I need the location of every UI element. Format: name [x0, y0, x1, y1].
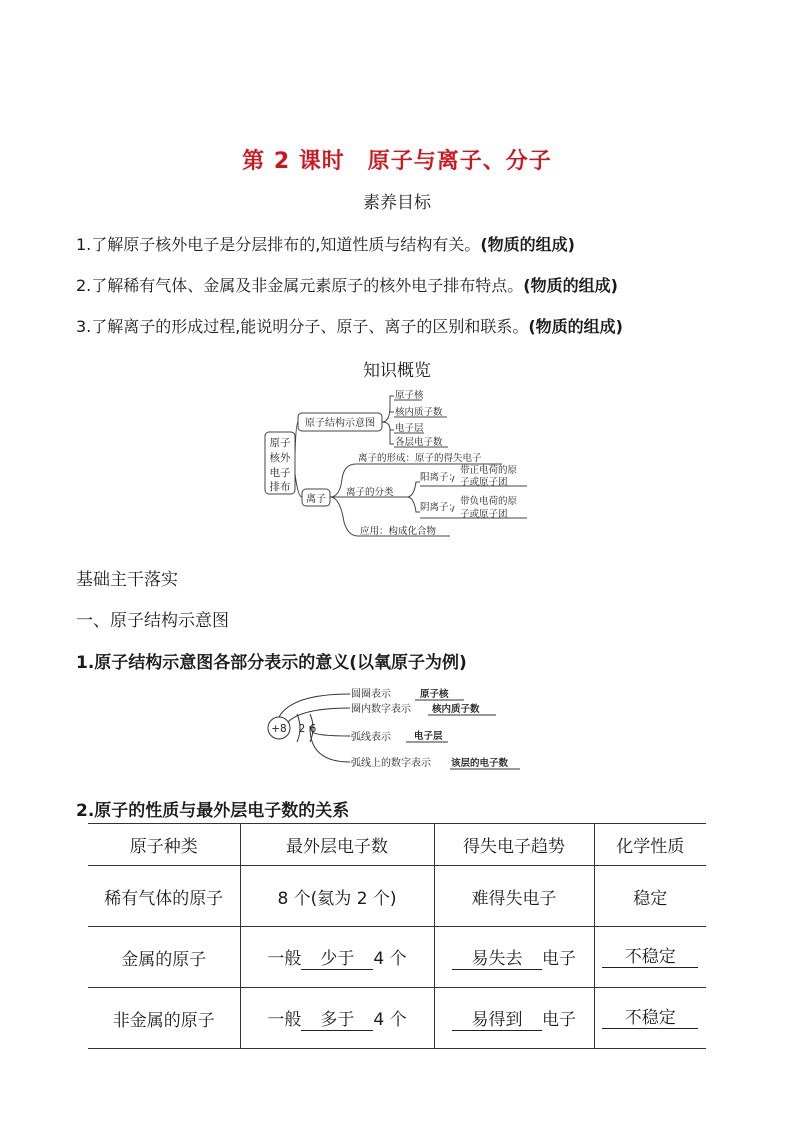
- goal-2: [76, 273, 618, 296]
- trend-blank: 易得到: [452, 1010, 542, 1031]
- count-prefix: 一般: [267, 949, 302, 969]
- count-blank: 少于: [301, 949, 373, 970]
- property-cell: [594, 988, 706, 1049]
- header-cell: 原子种类: [88, 824, 240, 866]
- trend-cell: 难得失电子: [434, 866, 594, 927]
- answer-circle: 原子核: [420, 689, 449, 700]
- trend-cell: [434, 927, 594, 988]
- goal-tag: (物质的组成): [480, 235, 575, 254]
- mindmap-cation-desc-1: 带正电荷的原: [460, 465, 518, 476]
- electron-count-cell: [240, 927, 434, 988]
- count-suffix: 4 个: [373, 949, 407, 969]
- shell2-count: 6: [309, 723, 317, 735]
- table-row: [88, 866, 706, 927]
- goal-text: 3.了解离子的形成过程,能说明分子、原子、离子的区别和联系。: [76, 317, 529, 336]
- goal-3: [76, 314, 623, 337]
- header-cell: 最外层电子数: [240, 824, 434, 866]
- page-title: 第 2 课时 原子与离子、分子: [242, 149, 552, 174]
- trend-cell: [434, 988, 594, 1049]
- mindmap-branch1: 原子结构示意图: [305, 418, 375, 429]
- overview-heading: 知识概览: [363, 361, 431, 381]
- goals-heading: 素养目标: [363, 193, 431, 213]
- mindmap-formation: 离子的形成：原子的得失电子: [358, 453, 482, 464]
- mindmap-anion-desc-1: 带负电荷的原: [460, 496, 518, 507]
- section-heading: 基础主干落实: [76, 570, 178, 590]
- property-blank: 不稳定: [602, 947, 698, 968]
- trend-suffix: 电子: [542, 949, 576, 969]
- goal-1: [76, 232, 575, 255]
- atom-type-cell: 金属的原子: [88, 927, 240, 988]
- trend-blank: 易失去: [452, 949, 542, 970]
- mindmap-anion: 阴离子：: [420, 502, 459, 513]
- mindmap-anion-desc-2: 子或原子团: [460, 509, 508, 520]
- mindmap-root-4: 排布: [269, 481, 291, 493]
- goal-text: 1.了解原子核外电子是分层排布的,知道性质与结构有关。: [76, 235, 481, 254]
- label-arc-number: 弧线上的数字表示: [351, 758, 431, 769]
- mindmap-item-nucleus: 原子核: [395, 390, 424, 401]
- trend-suffix: 电子: [542, 1010, 576, 1030]
- heading-relation: 2.原子的性质与最外层电子数的关系: [76, 801, 350, 821]
- label-circle: 圆圈表示: [351, 689, 391, 700]
- electron-count-cell: 8 个(氦为 2 个): [240, 866, 434, 927]
- property-blank: 不稳定: [602, 1008, 698, 1029]
- mindmap-item-shells: 电子层: [395, 423, 424, 434]
- property-cell: [594, 927, 706, 988]
- heading-structure-meaning: 1.原子结构示意图各部分表示的意义(以氧原子为例): [76, 653, 467, 673]
- goal-tag: (物质的组成): [523, 276, 618, 295]
- table-row: [88, 927, 706, 988]
- table-row: [88, 988, 706, 1049]
- subsection-heading: 一、原子结构示意图: [76, 611, 229, 631]
- header-cell: 化学性质: [594, 824, 706, 866]
- atom-type-cell: 稀有气体的原子: [88, 866, 240, 927]
- mindmap-root-2: 核外: [269, 452, 291, 464]
- mindmap-root-1: 原子: [269, 437, 291, 449]
- count-blank: 多于: [301, 1010, 373, 1031]
- label-inner-number: 圈内数字表示: [351, 704, 411, 715]
- header-cell: 得失电子趋势: [434, 824, 594, 866]
- answer-inner-number: 核内质子数: [432, 704, 480, 715]
- oxygen-atom-diagram: [262, 684, 530, 776]
- count-prefix: 一般: [267, 1010, 302, 1030]
- label-arc: 弧线表示: [351, 732, 391, 743]
- property-cell: 稳定: [594, 866, 706, 927]
- mindmap-item-electrons: 各层电子数: [395, 437, 443, 448]
- nucleus-charge: +8: [271, 723, 287, 735]
- count-suffix: 4 个: [373, 1010, 407, 1030]
- shell1-count: 2: [298, 723, 306, 735]
- relation-table: [88, 823, 706, 1049]
- knowledge-mindmap: [262, 384, 542, 546]
- electron-count-cell: [240, 988, 434, 1049]
- mindmap-application: 应用：构成化合物: [360, 526, 437, 537]
- atom-type-cell: 非金属的原子: [88, 988, 240, 1049]
- mindmap-item-protons: 核内质子数: [395, 407, 443, 418]
- mindmap-classification: 离子的分类: [346, 487, 394, 498]
- goal-tag: (物质的组成): [528, 317, 623, 336]
- mindmap-root-3: 电子: [269, 467, 291, 479]
- goal-text: 2.了解稀有气体、金属及非金属元素原子的核外电子排布特点。: [76, 276, 524, 295]
- mindmap-branch2: 离子: [306, 494, 326, 505]
- mindmap-cation: 阳离子：: [420, 472, 459, 483]
- answer-arc: 电子层: [414, 731, 443, 742]
- table-header-row: [88, 824, 706, 866]
- mindmap-cation-desc-2: 子或原子团: [460, 477, 508, 488]
- answer-arc-number: 该层的电子数: [451, 758, 509, 769]
